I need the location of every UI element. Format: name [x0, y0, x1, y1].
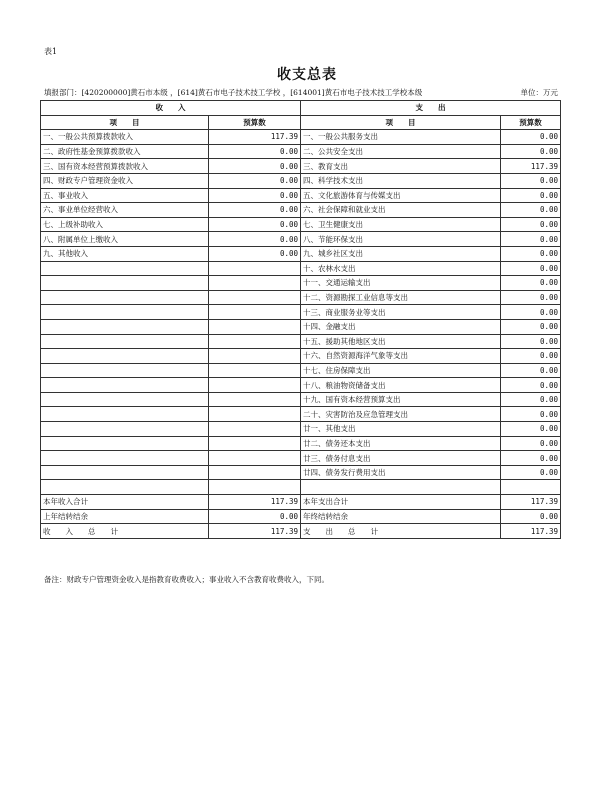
expense-item-cell: 廿二、债务还本支出 [301, 436, 501, 451]
income-budget-cell [209, 465, 301, 480]
expense-item-cell: 十七、住房保障支出 [301, 363, 501, 378]
expense-budget-cell: 0.00 [501, 246, 561, 261]
expense-item-cell: 支 出 总 计 [301, 524, 501, 539]
expense-budget-cell: 0.00 [501, 509, 561, 524]
table-row [41, 422, 561, 437]
income-item-cell [41, 305, 209, 320]
expense-budget-cell: 0.00 [501, 349, 561, 364]
table-row [41, 188, 561, 203]
expense-budget-cell: 0.00 [501, 173, 561, 188]
expense-item-cell: 十二、资源勘探工业信息等支出 [301, 290, 501, 305]
empty-cell [501, 480, 561, 495]
expense-item-cell: 年终结转结余 [301, 509, 501, 524]
table-row [41, 173, 561, 188]
income-item-cell [41, 363, 209, 378]
income-item-cell: 收 入 总 计 [41, 524, 209, 539]
expense-item-cell: 十八、粮油物资储备支出 [301, 378, 501, 393]
table-row [41, 203, 561, 218]
table-row [41, 232, 561, 247]
expense-item-cell: 一、一般公共服务支出 [301, 130, 501, 145]
expense-budget-cell: 0.00 [501, 451, 561, 466]
expense-budget-cell: 0.00 [501, 436, 561, 451]
expense-budget-cell: 0.00 [501, 319, 561, 334]
income-item-cell [41, 407, 209, 422]
income-budget-cell [209, 378, 301, 393]
income-item-cell [41, 290, 209, 305]
table-row [41, 451, 561, 466]
income-item-cell: 八、附属单位上缴收入 [41, 232, 209, 247]
expense-budget-cell: 0.00 [501, 232, 561, 247]
expense-budget-cell: 0.00 [501, 422, 561, 437]
expense-item-cell: 十六、自然资源海洋气象等支出 [301, 349, 501, 364]
filler-department: 填报部门：[420200000]黄石市本级 ，[614]黄石市电子技术技工学校 ，[614001]黄石市电子技术技工学校本级 [44, 88, 423, 97]
expense-item-cell: 二十、灾害防治及应急管理支出 [301, 407, 501, 422]
income-item-cell: 二、政府性基金预算拨款收入 [41, 144, 209, 159]
income-item-cell: 四、财政专户管理资金收入 [41, 173, 209, 188]
income-budget-header: 预算数 [209, 115, 301, 130]
total-row [41, 509, 561, 524]
income-budget-cell [209, 451, 301, 466]
page-title: 收支总表 [277, 67, 337, 83]
expense-budget-cell: 0.00 [501, 290, 561, 305]
expense-budget-cell: 0.00 [501, 305, 561, 320]
expense-item-cell: 本年支出合计 [301, 495, 501, 510]
expense-item-cell: 六、社会保障和就业支出 [301, 203, 501, 218]
income-item-cell: 三、国有资本经营预算拨款收入 [41, 159, 209, 174]
expense-item-cell: 三、教育支出 [301, 159, 501, 174]
expense-budget-cell: 117.39 [501, 524, 561, 539]
table-row [41, 363, 561, 378]
expense-budget-cell: 0.00 [501, 392, 561, 407]
expense-budget-cell: 0.00 [501, 334, 561, 349]
expense-budget-cell: 0.00 [501, 217, 561, 232]
income-item-cell [41, 392, 209, 407]
expense-item-cell: 廿三、债务付息支出 [301, 451, 501, 466]
expense-budget-cell: 0.00 [501, 407, 561, 422]
expense-budget-cell: 0.00 [501, 276, 561, 291]
income-budget-cell: 0.00 [209, 246, 301, 261]
income-budget-cell: 0.00 [209, 144, 301, 159]
table-row [41, 217, 561, 232]
income-budget-cell: 0.00 [209, 203, 301, 218]
income-budget-cell [209, 261, 301, 276]
income-item-cell [41, 465, 209, 480]
column-header-row [41, 115, 561, 130]
section-header-row [41, 101, 561, 116]
expense-budget-cell: 0.00 [501, 261, 561, 276]
income-item-cell: 五、事业收入 [41, 188, 209, 203]
expense-item-cell: 十九、国有资本经营预算支出 [301, 392, 501, 407]
income-budget-cell [209, 392, 301, 407]
income-budget-cell [209, 436, 301, 451]
income-item-cell [41, 349, 209, 364]
table-row [41, 144, 561, 159]
income-budget-cell [209, 363, 301, 378]
income-item-cell: 七、上级补助收入 [41, 217, 209, 232]
expense-item-cell: 十三、商业服务业等支出 [301, 305, 501, 320]
expense-item-cell: 二、公共安全支出 [301, 144, 501, 159]
table-row [41, 392, 561, 407]
empty-cell [209, 480, 301, 495]
table-row [41, 261, 561, 276]
table-row [41, 319, 561, 334]
empty-cell [301, 480, 501, 495]
table-row [41, 159, 561, 174]
expense-budget-cell: 0.00 [501, 363, 561, 378]
unit-label: 单位：万元 [520, 88, 558, 97]
spacer-row [41, 480, 561, 495]
expense-item-cell: 十四、金融支出 [301, 319, 501, 334]
expense-item-cell: 五、文化旅游体育与传媒支出 [301, 188, 501, 203]
expense-item-cell: 十、农林水支出 [301, 261, 501, 276]
total-row [41, 524, 561, 539]
table-number: 表1 [44, 47, 58, 56]
income-budget-cell: 117.39 [209, 130, 301, 145]
income-item-cell [41, 436, 209, 451]
table-row [41, 465, 561, 480]
table-row [41, 246, 561, 261]
table-row [41, 334, 561, 349]
income-budget-cell [209, 305, 301, 320]
expense-section-header: 支 出 [301, 101, 561, 116]
income-budget-cell [209, 276, 301, 291]
expense-item-header: 项 目 [301, 115, 501, 130]
income-budget-cell: 0.00 [209, 159, 301, 174]
table-row [41, 349, 561, 364]
budget-summary-table [40, 100, 561, 539]
income-budget-cell: 117.39 [209, 495, 301, 510]
expense-budget-cell: 0.00 [501, 144, 561, 159]
expense-item-cell: 四、科学技术支出 [301, 173, 501, 188]
expense-item-cell: 廿一、其他支出 [301, 422, 501, 437]
income-budget-cell: 0.00 [209, 188, 301, 203]
income-section-header: 收 入 [41, 101, 301, 116]
table-row [41, 407, 561, 422]
income-budget-cell: 0.00 [209, 232, 301, 247]
income-budget-cell [209, 319, 301, 334]
total-row [41, 495, 561, 510]
income-item-cell: 本年收入合计 [41, 495, 209, 510]
income-item-cell [41, 451, 209, 466]
expense-item-cell: 七、卫生健康支出 [301, 217, 501, 232]
income-item-cell [41, 261, 209, 276]
table-row [41, 436, 561, 451]
income-item-cell [41, 276, 209, 291]
expense-budget-cell: 0.00 [501, 188, 561, 203]
table-row [41, 305, 561, 320]
expense-item-cell: 十五、援助其他地区支出 [301, 334, 501, 349]
income-item-cell: 上年结转结余 [41, 509, 209, 524]
income-budget-cell [209, 349, 301, 364]
table-row [41, 276, 561, 291]
expense-item-cell: 八、节能环保支出 [301, 232, 501, 247]
expense-item-cell: 九、城乡社区支出 [301, 246, 501, 261]
expense-budget-cell: 117.39 [501, 159, 561, 174]
expense-budget-header: 预算数 [501, 115, 561, 130]
income-budget-cell: 0.00 [209, 173, 301, 188]
income-budget-cell [209, 407, 301, 422]
income-budget-cell [209, 334, 301, 349]
income-budget-cell: 117.39 [209, 524, 301, 539]
income-item-cell [41, 422, 209, 437]
income-item-cell [41, 319, 209, 334]
expense-item-cell: 廿四、债务发行费用支出 [301, 465, 501, 480]
expense-budget-cell: 0.00 [501, 378, 561, 393]
table-row [41, 378, 561, 393]
table-row [41, 290, 561, 305]
income-item-header: 项 目 [41, 115, 209, 130]
income-item-cell: 九、其他收入 [41, 246, 209, 261]
expense-budget-cell: 0.00 [501, 130, 561, 145]
expense-item-cell: 十一、交通运输支出 [301, 276, 501, 291]
income-item-cell: 六、事业单位经营收入 [41, 203, 209, 218]
expense-budget-cell: 0.00 [501, 203, 561, 218]
income-item-cell [41, 334, 209, 349]
income-item-cell [41, 378, 209, 393]
income-budget-cell: 0.00 [209, 509, 301, 524]
expense-budget-cell: 0.00 [501, 465, 561, 480]
income-budget-cell [209, 290, 301, 305]
footnote: 备注：财政专户管理资金收入是指教育收费收入；事业收入不含教育收费收入，下同。 [44, 575, 329, 584]
table-row [41, 130, 561, 145]
income-item-cell: 一、一般公共预算拨款收入 [41, 130, 209, 145]
income-budget-cell [209, 422, 301, 437]
empty-cell [41, 480, 209, 495]
income-budget-cell: 0.00 [209, 217, 301, 232]
expense-budget-cell: 117.39 [501, 495, 561, 510]
